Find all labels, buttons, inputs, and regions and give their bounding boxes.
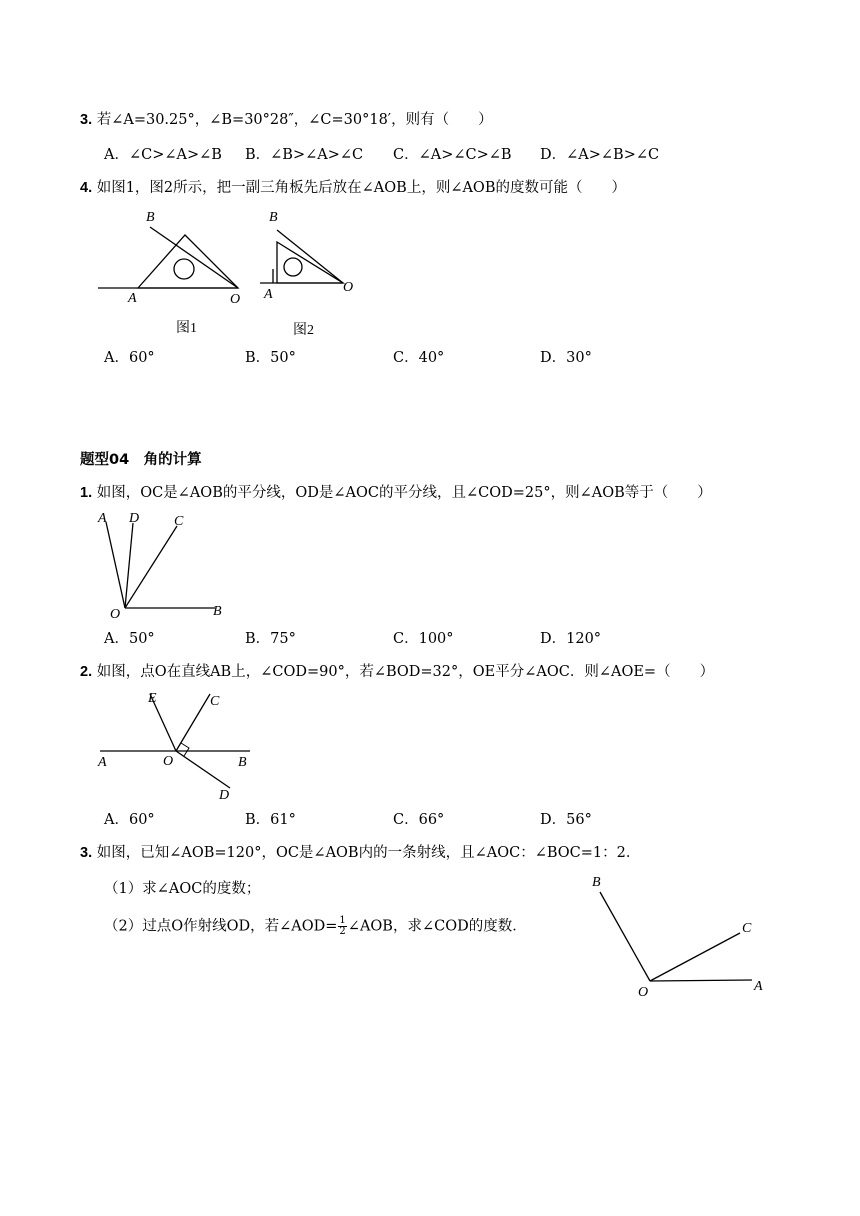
- section-question-1: [80, 483, 712, 503]
- option-d[interactable]: D．∠A>∠B>∠C: [540, 147, 660, 163]
- question-number: 3.: [80, 845, 93, 861]
- label-c: C: [174, 514, 184, 529]
- figure-s2: [90, 682, 265, 807]
- option-c[interactable]: C．100°: [393, 631, 454, 647]
- label-e: E: [148, 691, 157, 706]
- label-d: D: [129, 511, 140, 526]
- label-c: C: [742, 921, 752, 936]
- sub-question-1: （1）求∠AOC的度数；: [104, 881, 261, 897]
- section-question-3: [80, 843, 640, 863]
- fraction: [338, 916, 346, 937]
- label-d: D: [219, 788, 230, 803]
- option-d[interactable]: D．30°: [540, 350, 592, 366]
- label-a: A: [754, 979, 763, 994]
- figure-s1: [90, 505, 240, 625]
- label-b: B: [213, 604, 222, 619]
- label-a: A: [128, 291, 137, 306]
- label-b: B: [269, 210, 278, 225]
- section-question-2: [80, 662, 714, 682]
- option-b[interactable]: B．61°: [245, 812, 296, 828]
- label-o: O: [638, 985, 649, 1000]
- label-b: B: [146, 210, 155, 225]
- section-title: 题型04 角的计算: [80, 452, 202, 468]
- fig1-caption: 图1: [176, 321, 197, 336]
- label-b: B: [238, 755, 247, 770]
- label-a: A: [98, 755, 107, 770]
- question-text: 如图，已知∠AOB=120°，OC是∠AOB内的一条射线，且∠AOC：∠BOC=1：2．: [96, 845, 641, 861]
- sub-question-2: [104, 916, 527, 937]
- option-a[interactable]: A．∠C>∠A>∠B: [104, 147, 222, 163]
- label-a: A: [98, 511, 107, 526]
- label-o: O: [163, 754, 174, 769]
- label-o: O: [343, 280, 354, 295]
- label-c: C: [210, 694, 220, 709]
- question-number: 3.: [80, 112, 93, 128]
- question-text: 若∠A=30.25°，∠B=30°28″，∠C=30°18′，则有（ ）: [96, 112, 493, 128]
- option-d[interactable]: D．56°: [540, 812, 592, 828]
- label-o: O: [110, 607, 121, 622]
- question-4: [80, 178, 626, 198]
- figure-s3: [580, 868, 780, 1008]
- question-number: 1.: [80, 485, 93, 501]
- fraction-numerator: 1: [339, 915, 346, 926]
- fraction-denominator: 2: [339, 926, 346, 937]
- option-c[interactable]: C．40°: [393, 350, 445, 366]
- option-a[interactable]: A．60°: [104, 350, 155, 366]
- label-b: B: [592, 875, 601, 890]
- option-b[interactable]: B．75°: [245, 631, 296, 647]
- figure-1: [90, 205, 260, 340]
- option-b[interactable]: B．50°: [245, 350, 296, 366]
- option-d[interactable]: D．120°: [540, 631, 602, 647]
- question-number: 2.: [80, 664, 93, 680]
- question-text: 如图，点O在直线AB上，∠COD=90°，若∠BOD=32°，OE平分∠AOC．则∠AOE=（ ）: [96, 664, 715, 680]
- question-text: 如图1，图2所示，把一副三角板先后放在∠AOB上，则∠AOB的度数可能（ ）: [96, 180, 626, 196]
- option-c[interactable]: C．66°: [393, 812, 445, 828]
- label-a: A: [264, 287, 273, 302]
- fig2-caption: 图2: [293, 323, 314, 338]
- option-a[interactable]: A．50°: [104, 631, 155, 647]
- question-3a: [80, 110, 493, 130]
- question-text: 如图，OC是∠AOB的平分线，OD是∠AOC的平分线，且∠COD=25°，则∠AOB等于（ ）: [96, 485, 712, 501]
- sub-question-2-pre: （2）过点O作射线OD，若∠AOD=: [104, 918, 338, 935]
- option-b[interactable]: B．∠B>∠A>∠C: [245, 147, 364, 163]
- question-number: 4.: [80, 180, 93, 196]
- label-o: O: [230, 292, 241, 307]
- option-a[interactable]: A．60°: [104, 812, 155, 828]
- figure-2: [255, 205, 365, 340]
- sub-question-2-post: ∠AOB，求∠COD的度数．: [347, 918, 527, 935]
- option-c[interactable]: C．∠A>∠C>∠B: [393, 147, 512, 163]
